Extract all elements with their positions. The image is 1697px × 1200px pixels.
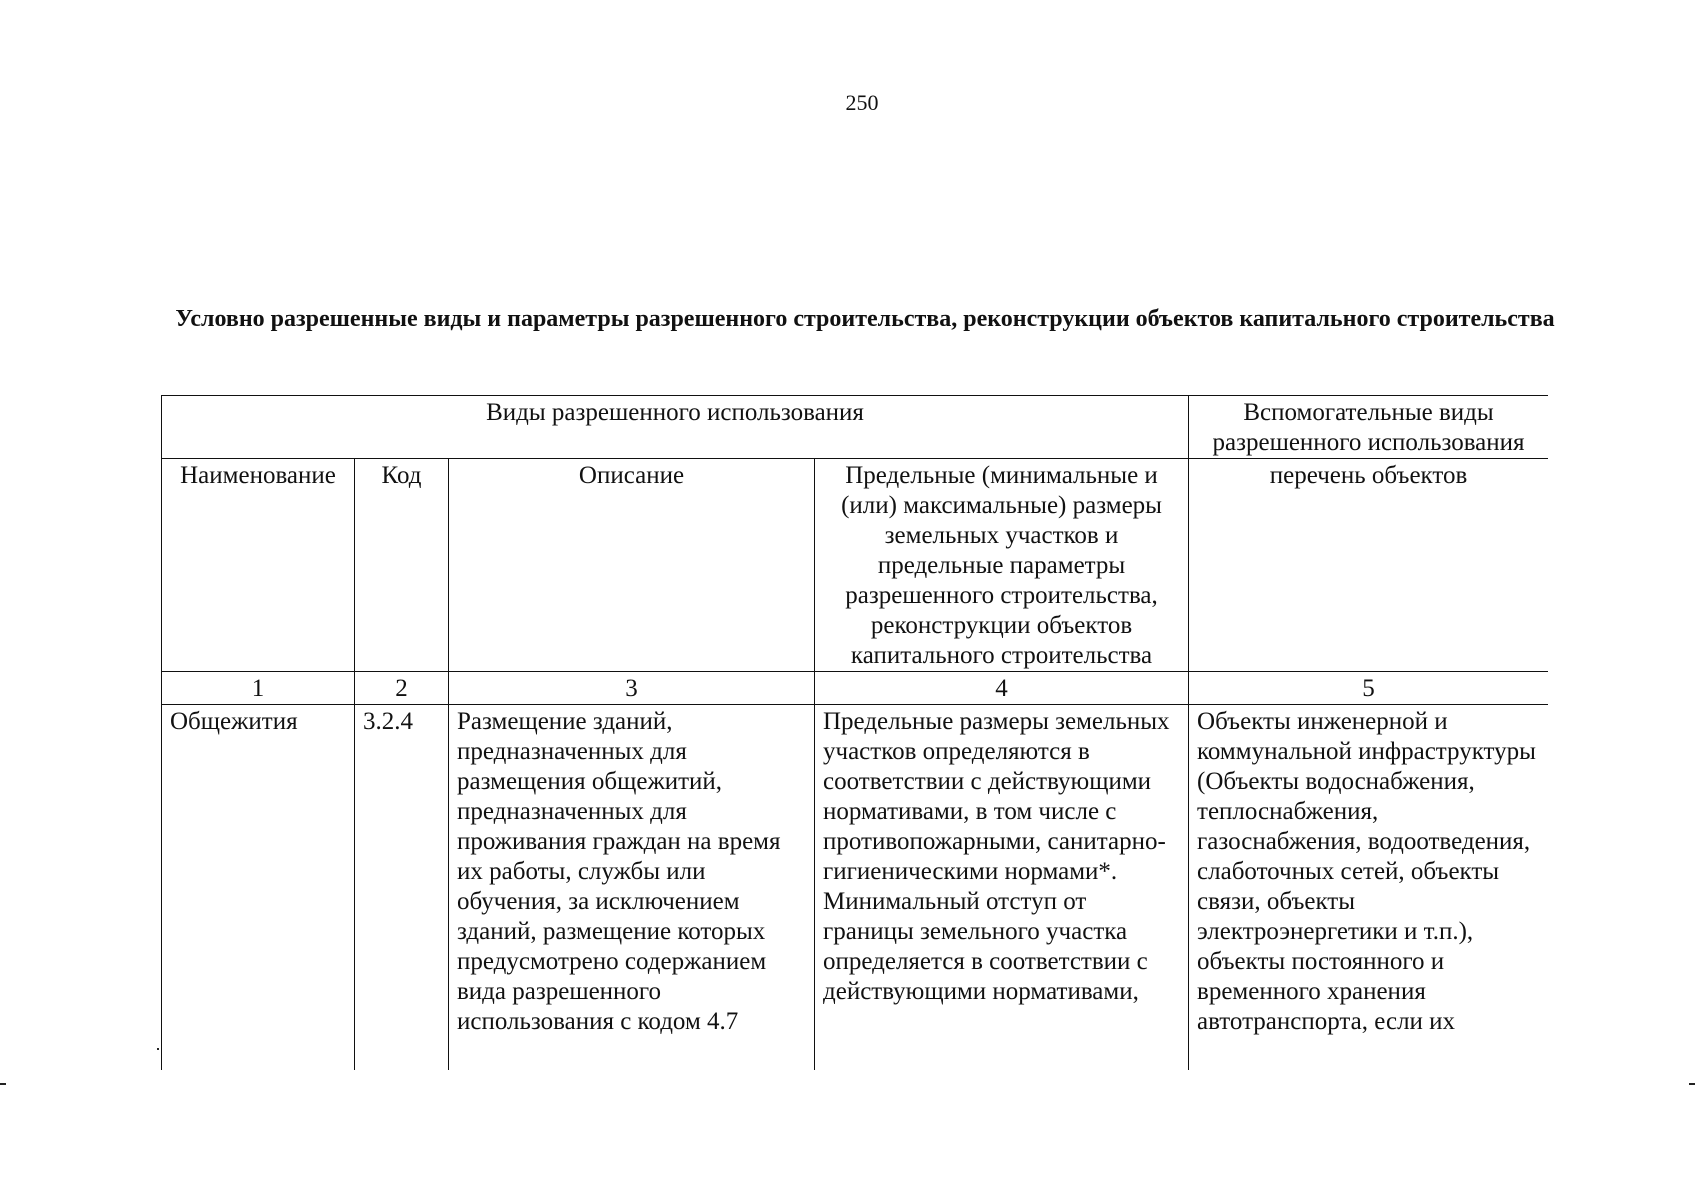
- page-number: 250: [845, 90, 879, 115]
- column-number: 4: [815, 672, 1189, 705]
- table-viewport: [161, 395, 1548, 1070]
- column-number: 5: [1189, 672, 1548, 705]
- scan-artifact: [0, 1083, 6, 1085]
- cell-objects: Объекты инженерной и коммунальной инфраструктуры (Объекты водоснабжения, теплоснабжения, газоснабжения, водоотведения, слаботочных сетей, объекты связи, объекты электроэнергетики и т.п.), объекты постоянного и временного хранения автотранспорта, если их: [1189, 705, 1548, 1071]
- cell-name: Общежития: [162, 705, 355, 1071]
- usage-table: [161, 395, 1548, 1070]
- column-header-code: Код: [355, 459, 449, 672]
- document-title: Условно разрешенные виды и параметры разрешенного строительства, реконструкции объектов капитального строительства: [175, 306, 1555, 332]
- column-header-limits: Предельные (минимальные и (или) максимальные) размеры земельных участков и предельные параметры разрешенного строительства, реконструкции объектов капитального строительства: [815, 459, 1189, 672]
- group-header-auxiliary: Вспомогательные виды разрешенного использования: [1189, 396, 1548, 459]
- column-header-name: Наименование: [162, 459, 355, 672]
- cell-limits: Предельные размеры земельных участков определяются в соответствии с действующими нормативами, в том числе с противопожарными, санитарно-гигиеническими нормами*. Минимальный отступ от границы земельного участка определяется в соответствии с действующими нормативами,: [815, 705, 1189, 1071]
- column-number-row: [162, 672, 1549, 705]
- group-header-row: [162, 396, 1549, 459]
- cell-code: 3.2.4: [355, 705, 449, 1071]
- column-header-description: Описание: [449, 459, 815, 672]
- cell-description: Размещение зданий, предназначенных для размещения общежитий, предназначенных для проживания граждан на время их работы, службы или обучения, за исключением зданий, размещение которых предусмотрено содержанием вида разрешенного использования с кодом 4.7: [449, 705, 815, 1071]
- table-row: [162, 705, 1549, 1071]
- column-number: 3: [449, 672, 815, 705]
- group-header-main: Виды разрешенного использования: [162, 396, 1189, 459]
- column-header-row: [162, 459, 1549, 672]
- column-header-objects: перечень объектов: [1189, 459, 1548, 672]
- scan-artifact: [157, 1048, 159, 1050]
- column-number: 2: [355, 672, 449, 705]
- column-number: 1: [162, 672, 355, 705]
- scan-artifact: [1689, 1083, 1695, 1085]
